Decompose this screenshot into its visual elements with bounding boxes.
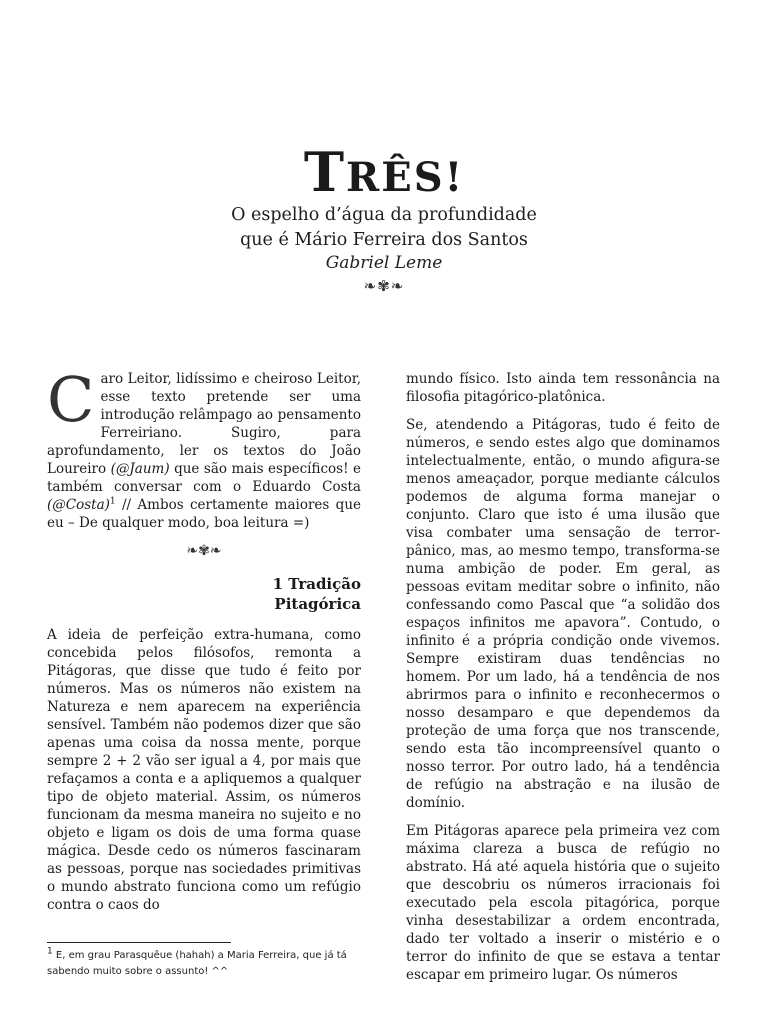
right-paragraph-2: Se, atendendo a Pitágoras, tudo é feito de números, e sendo estes algo que dominamos intelectualmente, então, o mundo afigura-se menos ameaçador, porque mediante cálculos podemos de alguma forma manejar o conjunto. Claro que isto é uma ilusão que visa combater uma sensação de terror-pânico, mas, ao mesmo tempo, transforma-se numa ambição de poder. Em geral, as pessoas evitam meditar sobre o infinito, não confessando como Pascal que “a solidão dos espaços infinitos me apavora”. Contudo, o infinito é a própria condição onde vivemos. Sempre existiram duas tendências no homem. Por um lado, há a tendência de nos abrirmos para o infinito e reconhecermos o nosso desamparo e que dependemos da proteção de uma força que nos transcende, sendo esta tão incompreensível quanto o nosso terror. Por outro lado, há a tendência de refúgio na abstração e na ilusão de domínio. bbox=[406, 417, 720, 811]
footnote-mark: 1 bbox=[47, 946, 53, 957]
section-heading bbox=[47, 574, 361, 614]
intro-text-c: // Ambos certamente maiores que eu – De qualquer modo, boa leitura =) bbox=[47, 497, 361, 531]
section-heading-line-2: Pitagórica bbox=[274, 595, 361, 613]
section-heading-line-1: 1 Tradição bbox=[272, 575, 361, 593]
intro-paragraph bbox=[47, 363, 361, 532]
left-column bbox=[47, 363, 361, 924]
handle-costa: (@Costa) bbox=[47, 497, 110, 513]
left-paragraph-1: A ideia de perfeição extra-humana, como concebida pelos filósofos, remonta a Pitágoras, que disse que tudo é feito por números. Mas os números não existem na Natureza e nem aparecem na experiência sensível. Também não podemos dizer que são apenas uma coisa da nossa mente, porque sempre 2 + 2 vão ser igual a 4, por mais que refaçamos a conta e a apliquemos a qualquer tipo de objeto material. Assim, os números funcionam da mesma maneira no sujeito e no objeto e ligam os dois de uma forma quase mágica. Desde cedo os números fascinaram as pessoas, porque nas sociedades primitivas o mundo abstrato funciona como um refúgio contra o caos do bbox=[47, 627, 361, 913]
subtitle-line-1: O espelho d’água da profundidade bbox=[231, 205, 537, 225]
handle-jaum: (@Jaum) bbox=[110, 461, 170, 477]
header-ornament-icon: ❧✾❧ bbox=[363, 277, 405, 295]
author-signature: Gabriel Leme bbox=[325, 253, 443, 273]
right-paragraph-3: Em Pitágoras aparece pela primeira vez com máxima clareza a busca de refúgio no abstrato. Há até aquela história que o sujeito que descobriu os números irracionais foi executado pela escola pitagórica, porque vinha desestabilizar a ordem encontrada, dado ter voltado a inserir o mistério e o terror do infinito de que se estava a tentar escapar em primeiro lugar. Os números bbox=[406, 823, 720, 983]
right-paragraph-1: mundo físico. Isto ainda tem ressonância na filosofia pitagórico-platônica. bbox=[406, 371, 720, 405]
intro-text-a: aro Leitor, lidíssimo e cheiroso Leitor, esse texto pretende ser uma introdução relâmpago ao pensamento Ferreiriano. Sugiro, para aprofundamento, ler os textos do João Loureiro bbox=[47, 371, 361, 477]
page-title bbox=[0, 140, 768, 210]
subtitle bbox=[0, 203, 768, 253]
footnote bbox=[47, 948, 367, 980]
footnote-rule bbox=[47, 942, 231, 943]
footnote-text: E, em grau Parasquêue (hahah) a Maria Ferreira, que já tá sabendo muito sobre o assunto! ^^ bbox=[47, 950, 347, 977]
title-initial: T bbox=[303, 140, 346, 204]
subtitle-line-2: que é Mário Ferreira dos Santos bbox=[240, 230, 528, 250]
right-column bbox=[406, 370, 720, 994]
drop-cap: C bbox=[47, 363, 95, 436]
footnote-reference: 1 bbox=[109, 496, 116, 507]
title-rest: RÊS! bbox=[346, 154, 465, 201]
intro-text-b: que são mais específicos! e também conversar com o Eduardo Costa bbox=[47, 461, 361, 495]
section-ornament-icon: ❧✾❧ bbox=[186, 543, 222, 559]
